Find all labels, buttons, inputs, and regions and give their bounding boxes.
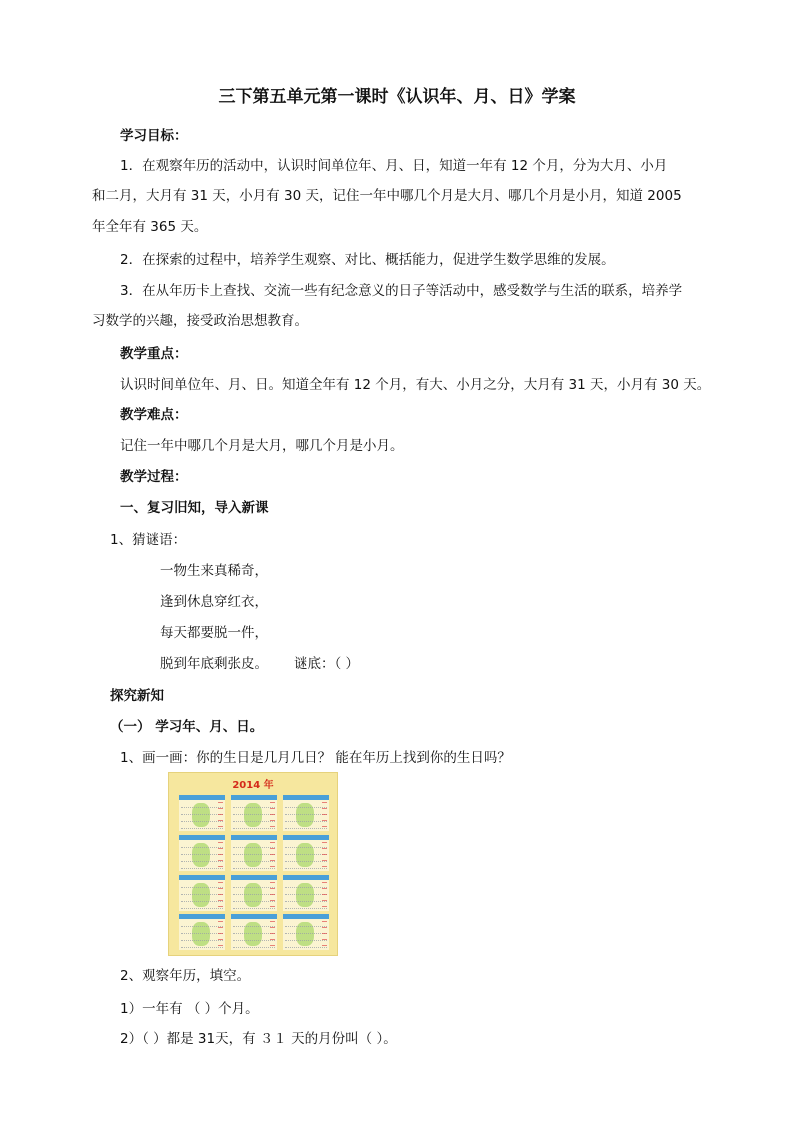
key-points-text: 认识时间单位年、月、日。知道全年有 12 个月，有大、小月之分，大月有 31 天，小月有 30 天。 xyxy=(120,377,711,393)
riddle-line-3: 每天都要脱一件， xyxy=(160,625,268,641)
sub1-heading: （一） 学习年、月、日。 xyxy=(110,719,264,735)
part1-heading: 一、复习旧知，导入新课 xyxy=(120,500,269,516)
difficulties-text: 记住一年中哪几个月是大月，哪几个月是小月。 xyxy=(120,438,404,454)
riddle-line-1: 一物生来真稀奇， xyxy=(160,563,268,579)
objective-1-line-1: 1．在观察年历的活动中，认识时间单位年、月、日，知道一年有 12 个月，分为大月、小月 xyxy=(120,158,668,174)
calendar-month-block xyxy=(179,835,225,871)
key-points-heading: 教学重点： xyxy=(120,346,188,362)
fill-1: 1）一年有 （ ）个月。 xyxy=(120,1001,259,1017)
riddle-line-2: 逢到休息穿红衣， xyxy=(160,594,268,610)
calendar-month-block xyxy=(231,875,277,911)
fill-2: 2）（ ）都是 31天，有 ３１ 天的月份叫（ ）。 xyxy=(120,1031,397,1047)
draw-task: 1、画一画：你的生日是几月几日？ 能在年历上找到你的生日吗？ xyxy=(120,750,511,766)
objective-3-line-2: 习数学的兴趣，接受政治思想教育。 xyxy=(92,313,308,329)
objective-1-line-2: 和二月，大月有 31 天，小月有 30 天，记住一年中哪几个月是大月、哪几个月是小月，知道 2005 xyxy=(92,188,682,204)
riddle-label: 1、猜谜语： xyxy=(110,532,187,548)
objective-2: 2．在探索的过程中，培养学生观察、对比、概括能力，促进学生数学思维的发展。 xyxy=(120,252,615,268)
observe-task: 2、观察年历，填空。 xyxy=(120,968,251,984)
process-heading: 教学过程： xyxy=(120,469,188,485)
calendar-month-block xyxy=(179,875,225,911)
calendar-month-block xyxy=(283,835,329,871)
calendar-month-block xyxy=(283,914,329,950)
page-title: 三下第五单元第一课时《认识年、月、日》学案 xyxy=(218,87,576,107)
calendar-year-label: 2014 年 xyxy=(232,780,274,791)
riddle-line-4: 脱到年底剩张皮。 xyxy=(160,656,268,672)
calendar-month-block xyxy=(283,875,329,911)
calendar-month-block xyxy=(231,795,277,831)
difficulties-heading: 教学难点： xyxy=(120,407,188,423)
riddle-answer: 谜底：（ ） xyxy=(294,656,360,672)
calendar-month-block xyxy=(231,914,277,950)
objective-1-line-3: 年全年有 365 天。 xyxy=(92,219,208,235)
calendar-2014-image xyxy=(168,772,338,956)
calendar-month-block xyxy=(179,914,225,950)
objective-3-line-1: 3．在从年历卡上查找、交流一些有纪念意义的日子等活动中，感受数学与生活的联系，培养学 xyxy=(120,283,683,299)
calendar-month-block xyxy=(283,795,329,831)
explore-heading: 探究新知 xyxy=(110,688,164,704)
objectives-heading: 学习目标： xyxy=(120,128,188,144)
calendar-month-block xyxy=(231,835,277,871)
calendar-month-block xyxy=(179,795,225,831)
